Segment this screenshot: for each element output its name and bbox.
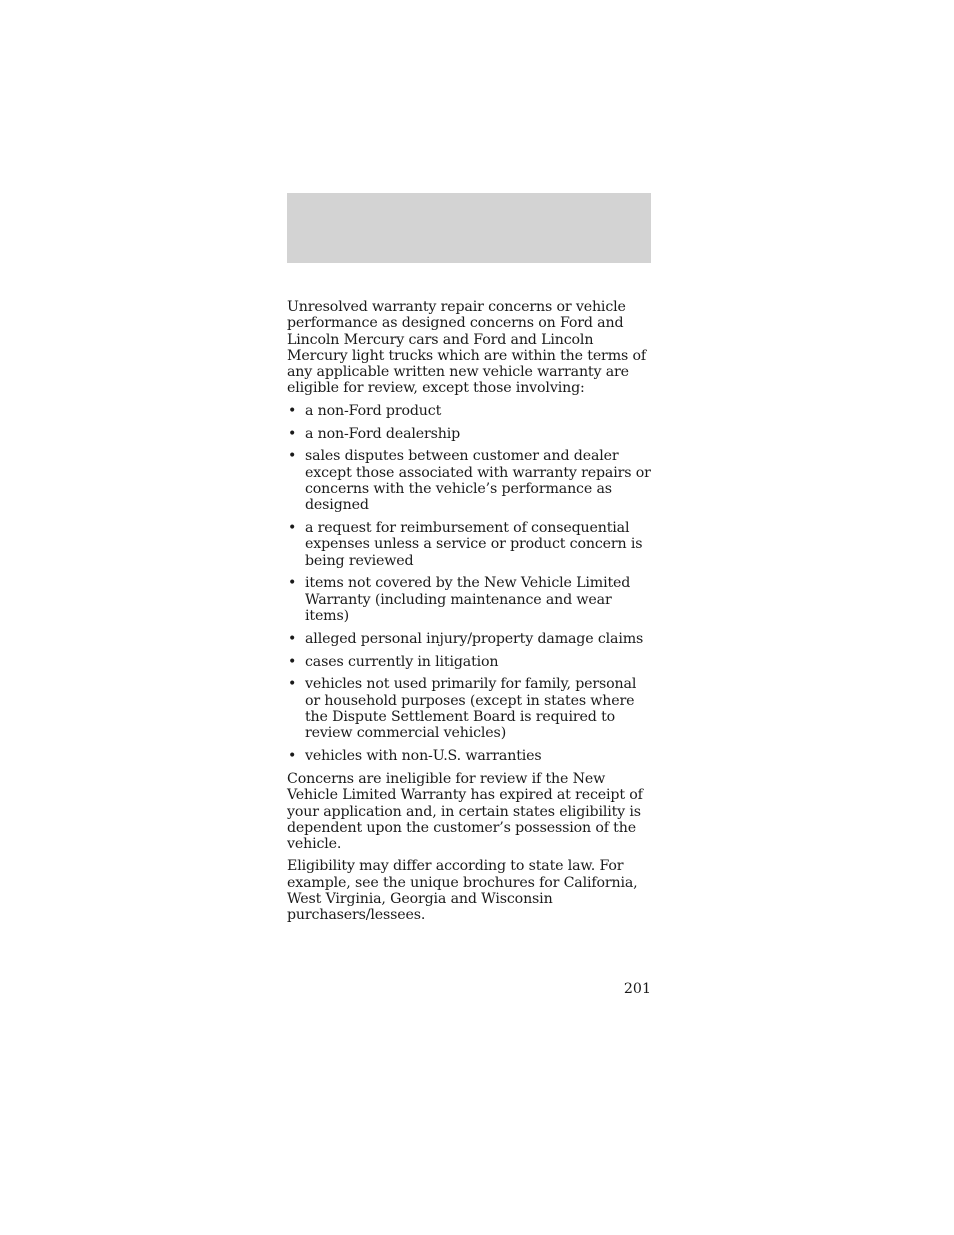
list-item: [287, 448, 651, 513]
bullet-icon: •: [288, 676, 297, 693]
list-item-text: a non-Ford dealership: [305, 425, 461, 442]
list-item: [287, 426, 651, 442]
list-item: [287, 748, 651, 764]
page-number: 201: [623, 981, 651, 997]
list-item: [287, 575, 651, 624]
bullet-icon: •: [288, 653, 297, 670]
list-item-text: vehicles with non-U.S. warranties: [305, 748, 542, 765]
ineligibility-paragraph: Concerns are ineligible for review if the New Vehicle Limited Warranty has expired at receipt of your application and, in certain states eligibility is dependent upon the customer’s possession of the vehicle.: [287, 770, 643, 853]
list-item-text: a request for reimbursement of consequential expenses unless a service or product concern is being reviewed: [305, 520, 643, 569]
list-item-text: alleged personal injury/property damage claims: [305, 630, 644, 647]
section-header-band: [287, 193, 651, 263]
list-item-text: items not covered by the New Vehicle Limited Warranty (including maintenance and wear items): [305, 575, 631, 625]
intro-paragraph: Unresolved warranty repair concerns or vehicle performance as designed concerns on Ford and Lincoln Mercury cars and Ford and Lincoln Mercury light trucks which are within the terms of any applicable written new vehicle warranty are eligible for review, except those involving:: [287, 299, 646, 397]
list-item-text: vehicles not used primarily for family, personal or household purposes (except in states where the Dispute Settlement Board is required to review commercial vehicles): [305, 676, 637, 742]
bullet-icon: •: [288, 575, 297, 592]
bullet-icon: •: [288, 630, 297, 647]
list-item-text: cases currently in litigation: [305, 653, 499, 670]
bullet-icon: •: [288, 748, 297, 765]
bullet-icon: •: [288, 448, 297, 465]
page-content: [287, 299, 651, 930]
state-law-paragraph: Eligibility may differ according to state law. For example, see the unique brochures for California, West Virginia, Georgia and Wisconsin purchasers/lessees.: [287, 858, 638, 924]
list-item: [287, 403, 651, 419]
exclusion-list: [287, 403, 651, 765]
bullet-icon: •: [288, 402, 297, 419]
list-item: [287, 654, 651, 670]
bullet-icon: •: [288, 425, 297, 442]
list-item: [287, 631, 651, 647]
list-item-text: a non-Ford product: [305, 402, 442, 419]
list-item-text: sales disputes between customer and dealer except those associated with warranty repairs or concerns with the vehicle’s performance as designed: [305, 448, 651, 514]
list-item: [287, 520, 651, 569]
list-item: [287, 676, 651, 741]
bullet-icon: •: [288, 520, 297, 537]
